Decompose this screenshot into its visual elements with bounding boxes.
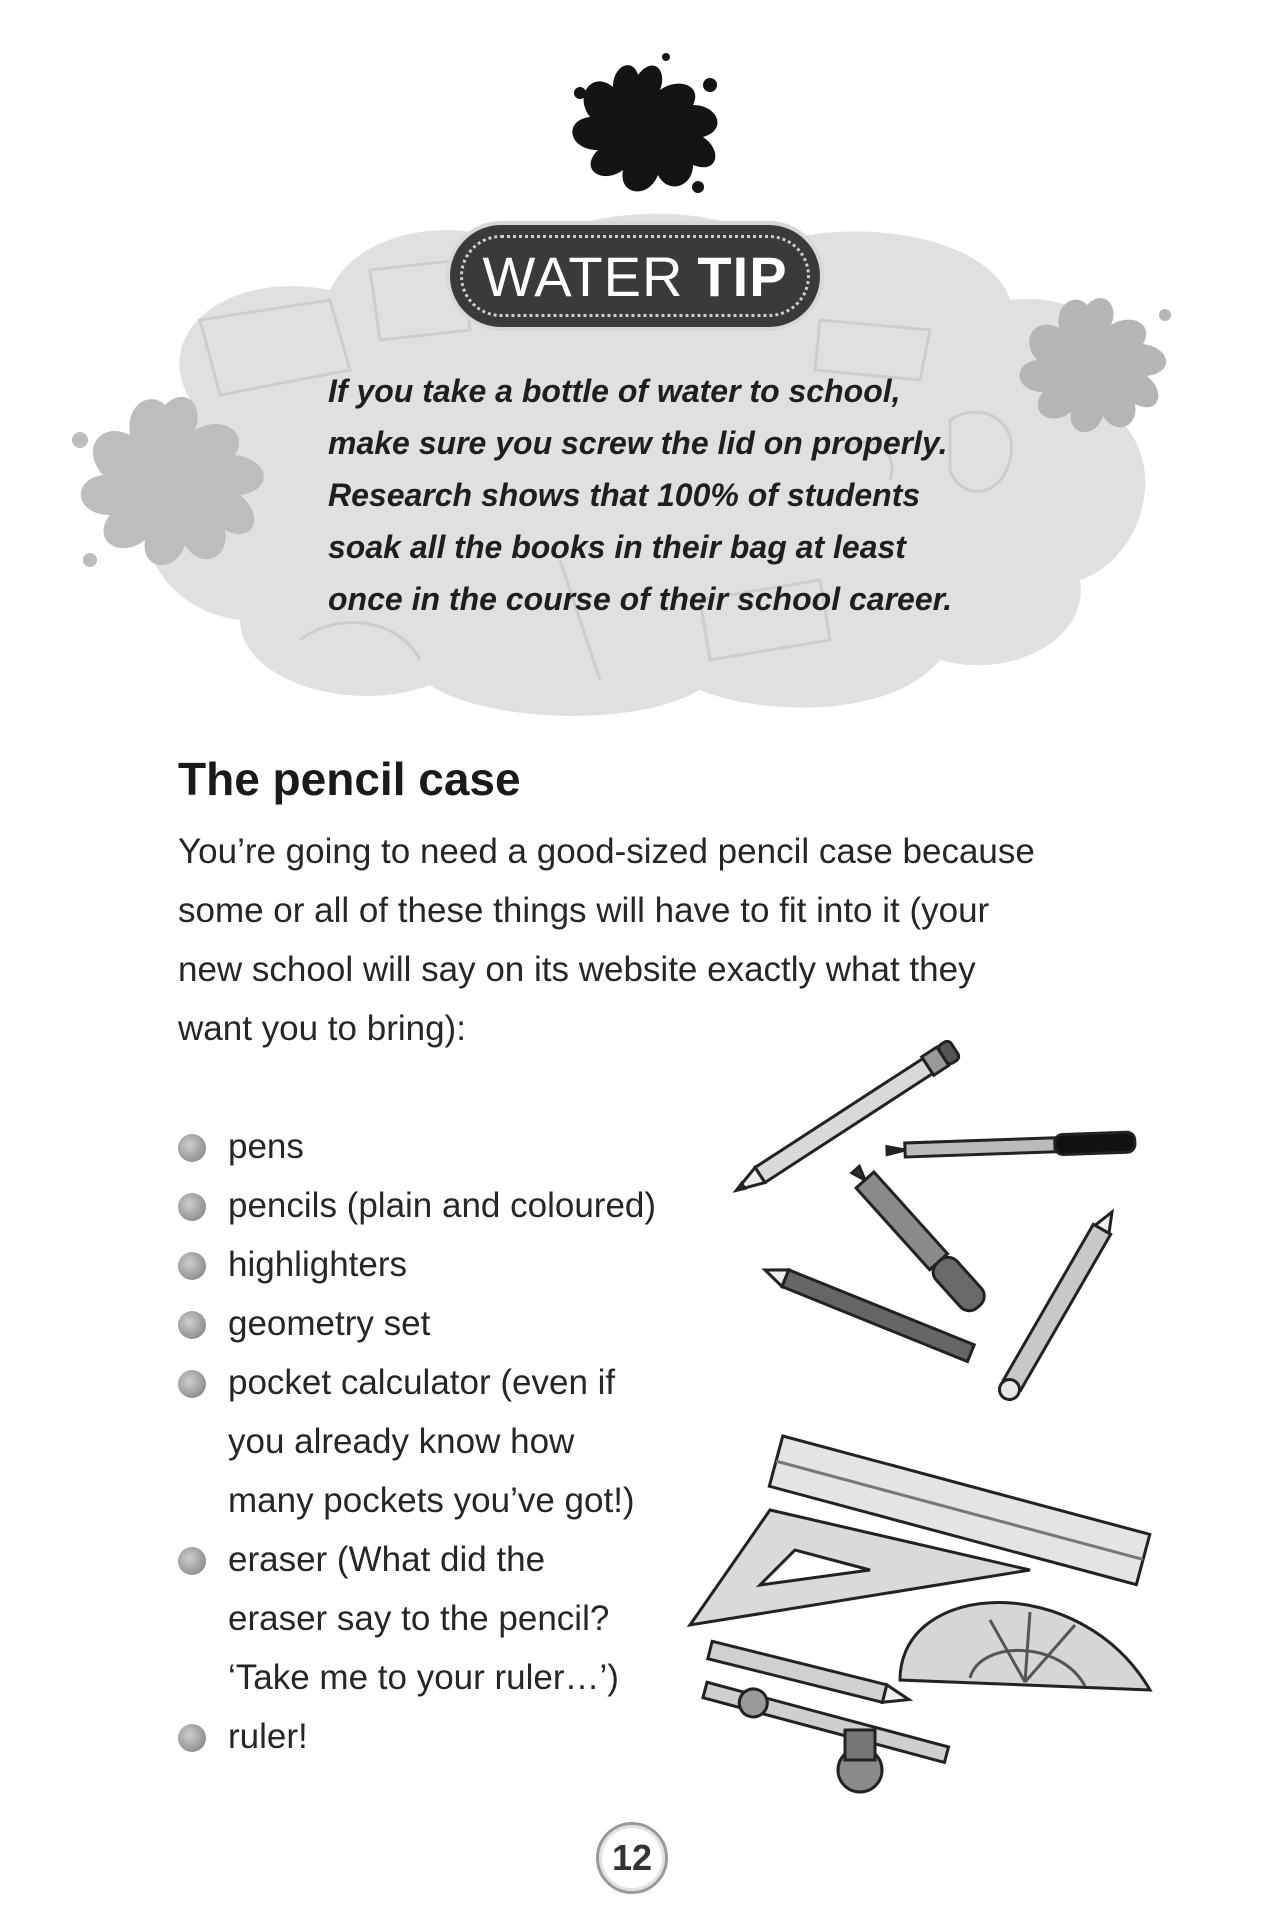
body-line: You’re going to need a good-sized pencil case because: [178, 832, 1035, 871]
tip-line: once in the course of their school career.: [328, 581, 953, 617]
bullet-icon: [178, 1547, 206, 1575]
list-item: pens: [178, 1117, 738, 1176]
ink-splat-icon: [572, 53, 717, 193]
page-number: 12: [596, 1822, 668, 1894]
bullet-icon: [178, 1193, 206, 1221]
bullet-icon: [178, 1311, 206, 1339]
section-body: [178, 822, 1078, 1058]
bullet-icon: [178, 1370, 206, 1398]
list-item: pocket calculator (even if you already know how many pockets you’ve got!): [178, 1353, 738, 1530]
tip-line: make sure you screw the lid on properly.: [328, 425, 948, 461]
body-line: want you to bring):: [178, 1009, 466, 1048]
bullet-icon: [178, 1252, 206, 1280]
tip-title-bold: TIP: [697, 244, 788, 308]
list-item: eraser (What did the eraser say to the pencil? ‘Take me to your ruler…’): [178, 1530, 738, 1707]
tip-title-regular: WATER: [482, 244, 684, 308]
geometry-set-illustration: [690, 1436, 1150, 1792]
list-item: highlighters: [178, 1235, 738, 1294]
section-title: The pencil case: [178, 753, 521, 805]
tip-text: [328, 365, 988, 625]
pens-pencils-illustration: [731, 1039, 1136, 1403]
tip-line: If you take a bottle of water to school,: [328, 373, 901, 409]
body-line: some or all of these things will have to fit into it (your: [178, 891, 990, 930]
list-item: pencils (plain and coloured): [178, 1176, 738, 1235]
bullet-icon: [178, 1134, 206, 1162]
tip-line: soak all the books in their bag at least: [328, 529, 906, 565]
bullet-icon: [178, 1724, 206, 1752]
list-item: ruler!: [178, 1707, 738, 1766]
body-line: new school will say on its website exactly what they: [178, 950, 976, 989]
tip-line: Research shows that 100% of students: [328, 477, 921, 513]
tip-title-badge: [450, 225, 820, 327]
list-item: geometry set: [178, 1294, 738, 1353]
supplies-list: [178, 1117, 738, 1766]
